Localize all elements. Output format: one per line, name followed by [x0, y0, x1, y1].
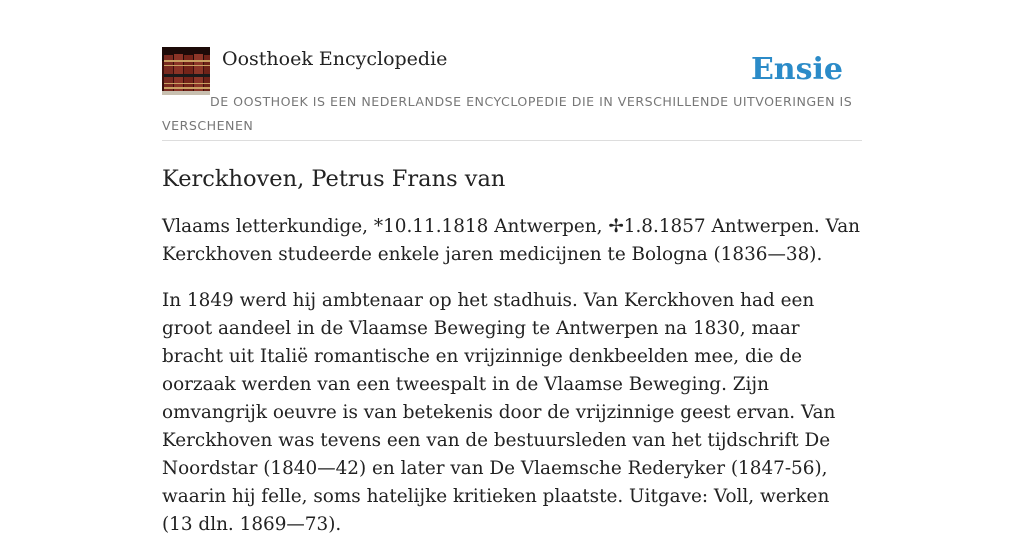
article-paragraph: In 1849 werd hij ambtenaar op het stadhuis. Van Kerckhoven had een groot aandeel in de Vlaamse Beweging te Antwerpen na 1830, maar bracht uit Italië romantische en vrijzinnige denkbeelden mee, die de oorzaak werden van een tweespalt in de Vlaamse Beweging. Zijn omvangrijk oeuvre is van betekenis door de vrijzinnige geest ervan. Van Kerckhoven was tevens een van de bestuursleden van het tijdschrift De Noordstar (1840—42) en later van De Vlaemsche Rederyker (1847-56), waarin hij felle, soms hatelijke kritieken plaatste. Uitgave: Voll, werken (13 dln. 1869—73). [162, 290, 836, 535]
article-title: Kerckhoven, Petrus Frans van [162, 166, 506, 192]
brand-logo[interactable]: Ensie [750, 52, 843, 87]
header [162, 46, 862, 141]
encyclopedia-books-icon[interactable] [162, 47, 210, 95]
site-name[interactable]: Oosthoek Encyclopedie [222, 48, 448, 70]
article [162, 162, 862, 557]
site-tagline: DE OOSTHOEK IS EEN NEDERLANDSE ENCYCLOPEDIE DIE IN VERSCHILLENDE UITVOERINGEN IS VERSCHENEN [162, 94, 853, 133]
article-paragraph: Vlaams letterkundige, *10.11.1818 Antwerpen, ✢1.8.1857 Antwerpen. Van Kerckhoven studeerde enkele jaren medicijnen te Bologna (1836—38). [162, 216, 861, 265]
